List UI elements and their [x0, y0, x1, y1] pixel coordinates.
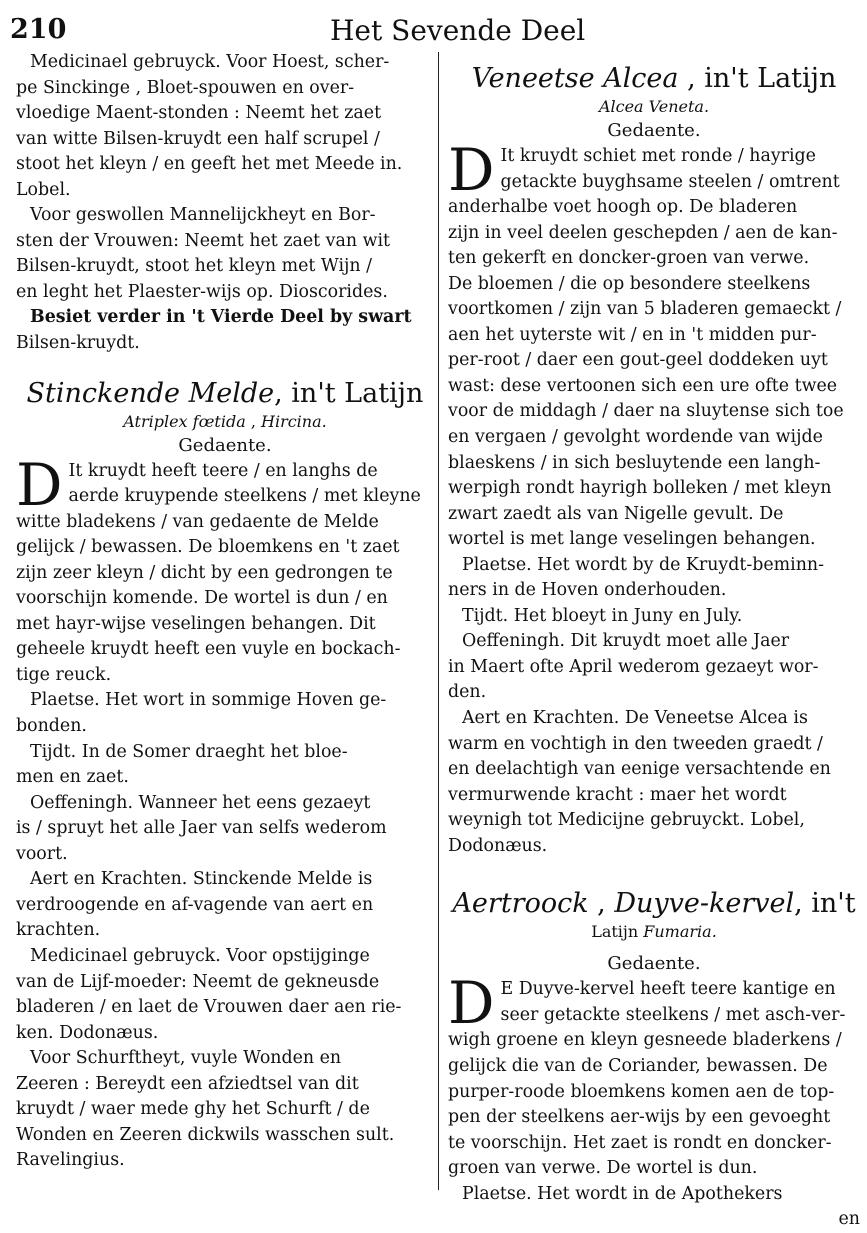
text-line: aerde kruypende steelkens / met kleyne — [68, 486, 421, 507]
text-line: geheele kruydt heeft een vuyle en bockach- — [16, 639, 401, 660]
text-line: vloedige Maent-stonden : Neemt het zaet — [16, 103, 382, 124]
text-line: Tijdt. In de Somer draeght het bloe- — [30, 741, 348, 762]
drop-cap: D — [448, 969, 495, 1038]
text-line: Voor geswollen Mannelijckheyt en Bor- — [30, 205, 376, 226]
text-line: in Maert ofte April wederom gezaeyt wor- — [448, 656, 819, 677]
text-line: Wonden en Zeeren dickwils wasschen sult. — [16, 1124, 395, 1145]
text-line: wortel is met lange veselingen behangen. — [448, 529, 816, 550]
title-suffix: , in't Latijn — [274, 377, 424, 409]
section-subheading: Gedaente. — [178, 434, 272, 456]
text-line: Bilsen-kruydt, stoot het kleyn met Wijn / — [16, 256, 372, 277]
text-line: Zeeren : Bereydt een afziedtsel van dit — [16, 1073, 359, 1094]
latin-name-2: Hircina. — [261, 411, 327, 431]
text-line: te voorschijn. Het zaet is rondt en doncker- — [448, 1132, 832, 1153]
text-line: ken. Dodonæus. — [16, 1022, 159, 1043]
left-column — [16, 50, 434, 1174]
section-body — [448, 969, 860, 1232]
text-line: De bloemen / die op besondere steelkens — [448, 273, 811, 294]
title-suffix: , in't Latijn — [678, 63, 837, 94]
section-title-stinckende-melde — [16, 377, 434, 411]
text-line: Oeffeningh. Wanneer het eens gezaeyt — [30, 792, 371, 813]
text-line: zwart zaedt als van Nigelle gevult. De — [448, 503, 784, 524]
text-line: Bilsen-kruydt. — [16, 333, 140, 354]
text-line: ners in de Hoven onderhouden. — [448, 580, 727, 601]
title-text: Veneetse Alcea — [471, 63, 679, 94]
text-line: E Duyve-kervel heeft teere kantige en — [500, 979, 836, 1000]
page-number: 210 — [10, 14, 67, 45]
latin-name-text: Alcea Veneta. — [598, 97, 710, 116]
running-head: Het Sevende Deel — [330, 14, 586, 47]
text-line: werpigh rondt hayrigh bolleken / met kleyn — [448, 478, 832, 499]
text-line: Voor Schurftheyt, vuyle Wonden en — [30, 1048, 342, 1069]
text-line: Oeffeningh. Dit kruydt moet alle Jaer — [462, 631, 790, 652]
text-line: en vergaen / gevolght wordende van wijde — [448, 427, 823, 448]
section-subheading: Gedaente. — [607, 120, 701, 141]
title-separator: , — [588, 888, 615, 920]
latin-name-1: Atriplex fœtida — [123, 411, 246, 431]
text-line: sten der Vrouwen: Neemt het zaet van wit — [16, 230, 391, 251]
spacer — [16, 357, 434, 377]
text-line: getackte buyghsame steelen / omtrent — [500, 171, 840, 192]
spacer — [448, 859, 860, 887]
text-line: It kruydt schiet met ronde / hayrige — [500, 146, 816, 166]
text-line: zijn zeer kleyn / dicht by een gedrongen te — [16, 562, 393, 583]
text-line: bonden. — [16, 716, 87, 737]
text-line: seer getackte steelkens / met asch-ver- — [500, 1004, 846, 1025]
text-line: gelijck / bewassen. De bloemkens en 't zaet — [16, 537, 400, 558]
section-body — [448, 136, 860, 859]
page-header — [0, 0, 867, 48]
text-line: pe Sinckinge , Bloet-spouwen en over- — [16, 77, 355, 98]
section-subheading: Gedaente. — [607, 953, 701, 975]
text-line: stoot het kleyn / en geeft het met Meede in. — [16, 154, 403, 175]
text-line: witte bladekens / van gedaente de Melde — [16, 511, 379, 532]
text-line: Tijdt. Het bloeyt in Juny en July. — [462, 605, 743, 626]
section-body — [16, 450, 434, 1174]
text-line: zijn in veel deelen geschepden / aen de kan- — [448, 222, 838, 243]
text-line: den. — [448, 682, 487, 703]
drop-cap: D — [448, 136, 495, 204]
text-line: voorschijn komende. De wortel is dun / en — [16, 588, 388, 609]
text-line: Besiet verder in 't Vierde Deel by swart — [30, 307, 412, 328]
text-line: voortkomen / zijn van 5 bladeren gemaeckt / — [448, 299, 842, 320]
spacer — [448, 943, 860, 951]
title-text-2: Duyve-kervel — [614, 888, 795, 920]
section-title-veneetse-alcea — [448, 62, 860, 96]
title-text: Aertroock — [452, 888, 589, 920]
text-line: aen het uyterste wit / en in 't midden pur- — [448, 324, 817, 345]
text-line: It kruydt heeft teere / en langhs de — [68, 460, 378, 481]
text-line: is / spruyt het alle Jaer van selfs wederom — [16, 818, 387, 839]
text-line: warm en vochtigh in den tweeden graedt / — [448, 733, 823, 754]
text-line: gelijck die van de Coriander, bewassen. De — [448, 1055, 828, 1076]
text-line: Lobel. — [16, 179, 71, 200]
text-line: Plaetse. Het wordt in de Apothekers — [462, 1183, 783, 1204]
text-line: wast: dese vertoonen sich een ure ofte twee — [448, 375, 838, 396]
text-line: met hayr-wijse veselingen behangen. Dit — [16, 613, 376, 634]
text-line: krachten. — [16, 920, 101, 941]
text-line: Plaetse. Het wordt by de Kruydt-beminn- — [462, 554, 824, 575]
text-line: kruydt / waer mede ghy het Schurft / de — [16, 1099, 370, 1120]
text-line: Aert en Krachten. Stinckende Melde is — [30, 869, 373, 890]
latin-name — [448, 96, 860, 118]
text-line: blaeskens / in sich besluytende een langh- — [448, 452, 821, 473]
text-line: vermurwende kracht : maer het wordt — [448, 784, 787, 805]
title-suffix: , in't — [794, 888, 856, 920]
text-line: tige reuck. — [16, 664, 112, 685]
text-line: groen van verwe. De wortel is dun. — [448, 1158, 758, 1179]
text-line: weynigh tot Medicijne gebruyckt. Lobel, — [448, 810, 805, 831]
text-line: men en zaet. — [16, 767, 129, 788]
drop-cap: D — [16, 450, 63, 519]
text-line: bladeren / en laet de Vrouwen daer aen rie- — [16, 997, 402, 1018]
section-title-aertroock — [448, 887, 860, 921]
text-line: anderhalbe voet hoogh op. De bladeren — [448, 197, 798, 218]
latin-name — [448, 921, 860, 943]
right-column — [448, 62, 860, 1233]
text-line: per-root / daer een gout-geel doddeken uyt — [448, 350, 828, 371]
catchword: en — [838, 1209, 860, 1230]
text-line: pen der steelkens aer-wijs by een gevoeght — [448, 1107, 831, 1128]
latin-prefix: Latijn — [591, 922, 644, 942]
text-line: Plaetse. Het wort in sommige Hoven ge- — [30, 690, 387, 711]
column-divider — [438, 52, 439, 1190]
latin-name: Atriplex fœtida , Hircina. — [123, 411, 327, 431]
text-line: van de Lijf-moeder: Neemt de gekneusde — [16, 971, 380, 992]
text-line: van witte Bilsen-kruydt een half scrupel / — [16, 128, 380, 149]
text-line: en leght het Plaester-wijs op. Dioscorides. — [16, 281, 388, 302]
text-line: wigh groene en kleyn gesneede bladerkens / — [448, 1030, 842, 1051]
text-line: verdroogende en af-vagende van aert en — [16, 894, 374, 915]
text-line: voor de middagh / daer na sluytense sich toe — [448, 401, 844, 422]
text-line: voort. — [16, 843, 68, 864]
text-line: Dodonæus. — [448, 835, 548, 856]
text-line: Ravelingius. — [16, 1150, 125, 1171]
text-line: en deelachtigh van eenige versachtende en — [448, 759, 831, 780]
text-line: ten gekerft en doncker-groen van verwe. — [448, 248, 810, 269]
title-text: Stinckende Melde — [26, 377, 275, 409]
text-line: Medicinael gebruyck. Voor opstijginge — [30, 945, 370, 966]
latin-name-text: Fumaria. — [643, 922, 717, 942]
text-line: Aert en Krachten. De Veneetse Alcea is — [462, 708, 808, 729]
text-line: Medicinael gebruyck. Voor Hoest, scher- — [30, 52, 390, 72]
text-line: purper-roode bloemkens komen aen de top- — [448, 1081, 835, 1102]
